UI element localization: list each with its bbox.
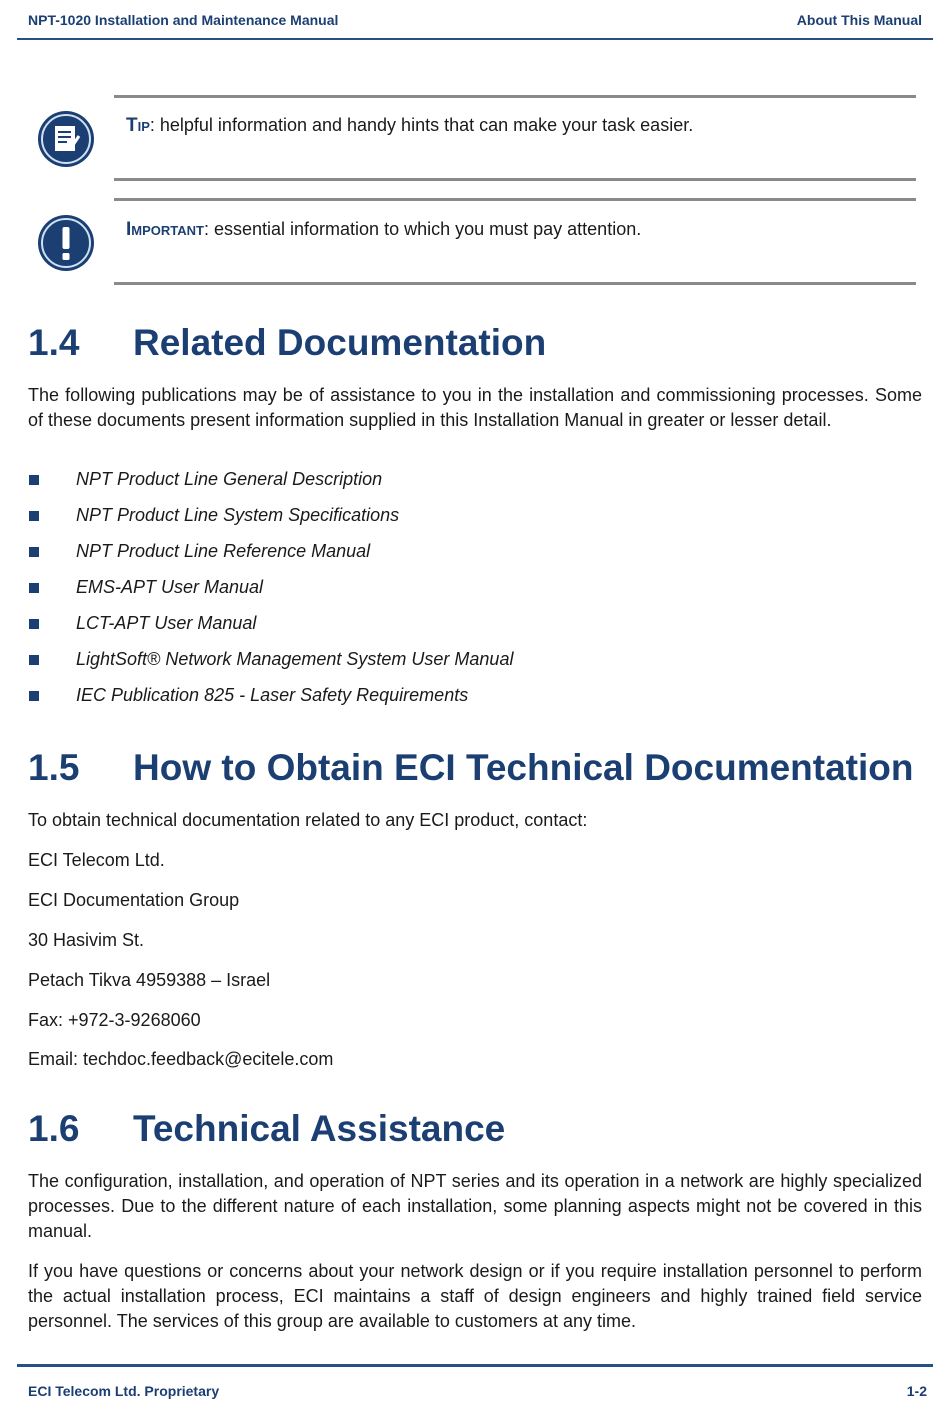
list-item — [28, 541, 513, 577]
section-number: 1.6 — [28, 1108, 80, 1149]
tip-bottom-rule — [114, 178, 916, 181]
contact-fax: Fax: +972-3-9268060 — [28, 1010, 201, 1030]
bullet-square-icon — [29, 619, 39, 629]
header-section-title: About This Manual — [796, 12, 922, 28]
page-number: 1-2 — [906, 1383, 927, 1399]
list-item — [28, 505, 513, 541]
tip-text: : helpful information and handy hints that can make your task easier. — [149, 115, 694, 135]
list-item-text: LightSoft® Network Management System User Manual — [76, 649, 514, 669]
bullet-square-icon — [29, 583, 39, 593]
list-item-text: NPT Product Line System Specifications — [76, 505, 400, 525]
important-label: Important — [126, 219, 204, 240]
heading-related-documentation — [28, 322, 546, 364]
important-note — [126, 219, 641, 241]
assistance-paragraph-2: If you have questions or concerns about your network design or if you require installation personnel to perform the actual installation process, ECI maintains a staff of design engineers and highly trained field service personnel. The services of this group are available to customers at any time. — [28, 1261, 922, 1331]
list-item-text: EMS-APT User Manual — [76, 577, 264, 597]
list-item — [28, 577, 513, 613]
tip-top-rule — [114, 95, 916, 98]
related-doc-intro: The following publications may be of assistance to you in the installation and commissioning processes. Some of these documents present information supplied in this Installation Manual in greater or lesser detail. — [28, 385, 922, 430]
contact-email: Email: techdoc.feedback@ecitele.com — [28, 1049, 334, 1069]
tip-note — [126, 115, 693, 137]
bullet-square-icon — [29, 511, 39, 521]
bullet-square-icon — [29, 655, 39, 665]
list-item-text: IEC Publication 825 - Laser Safety Requirements — [76, 685, 469, 705]
page-footer — [17, 1364, 933, 1410]
list-item — [28, 685, 513, 721]
section-number: 1.4 — [28, 322, 80, 363]
contact-group: ECI Documentation Group — [28, 890, 240, 910]
bullet-square-icon — [29, 691, 39, 701]
important-top-rule — [114, 198, 916, 201]
related-doc-list — [28, 469, 513, 721]
important-bottom-rule — [114, 282, 916, 285]
list-item-text: LCT-APT User Manual — [76, 613, 257, 633]
section-title: Related Documentation — [133, 322, 547, 363]
contact-company: ECI Telecom Ltd. — [28, 850, 165, 870]
section-number: 1.5 — [28, 747, 80, 788]
heading-technical-assistance — [28, 1108, 505, 1150]
contact-street: 30 Hasivim St. — [28, 930, 145, 950]
assistance-paragraph-1: The configuration, installation, and operation of NPT series and its operation in a network are highly specialized processes. Due to the different nature of each installation, some planning aspects might not be covered in this manual. — [28, 1171, 922, 1241]
important-text: : essential information to which you must pay attention. — [203, 219, 642, 239]
section-title: How to Obtain ECI Technical Documentation — [133, 747, 914, 788]
bullet-square-icon — [29, 475, 39, 485]
bullet-square-icon — [29, 547, 39, 557]
exclamation-icon — [37, 214, 95, 272]
list-item-text: NPT Product Line Reference Manual — [76, 541, 371, 561]
list-item-text: NPT Product Line General Description — [76, 469, 383, 489]
tip-document-icon — [37, 110, 95, 168]
footer-proprietary: ECI Telecom Ltd. Proprietary — [28, 1383, 220, 1399]
list-item — [28, 649, 513, 685]
page-header — [17, 0, 933, 40]
contact-city: Petach Tikva 4959388 – Israel — [28, 970, 271, 990]
section-title: Technical Assistance — [133, 1108, 506, 1149]
tip-label: Tip — [126, 115, 150, 136]
obtain-intro: To obtain technical documentation related to any ECI product, contact: — [28, 810, 588, 830]
list-item — [28, 469, 513, 505]
heading-obtain-documentation — [28, 747, 913, 789]
header-manual-title: NPT-1020 Installation and Maintenance Manual — [28, 12, 339, 28]
list-item — [28, 613, 513, 649]
